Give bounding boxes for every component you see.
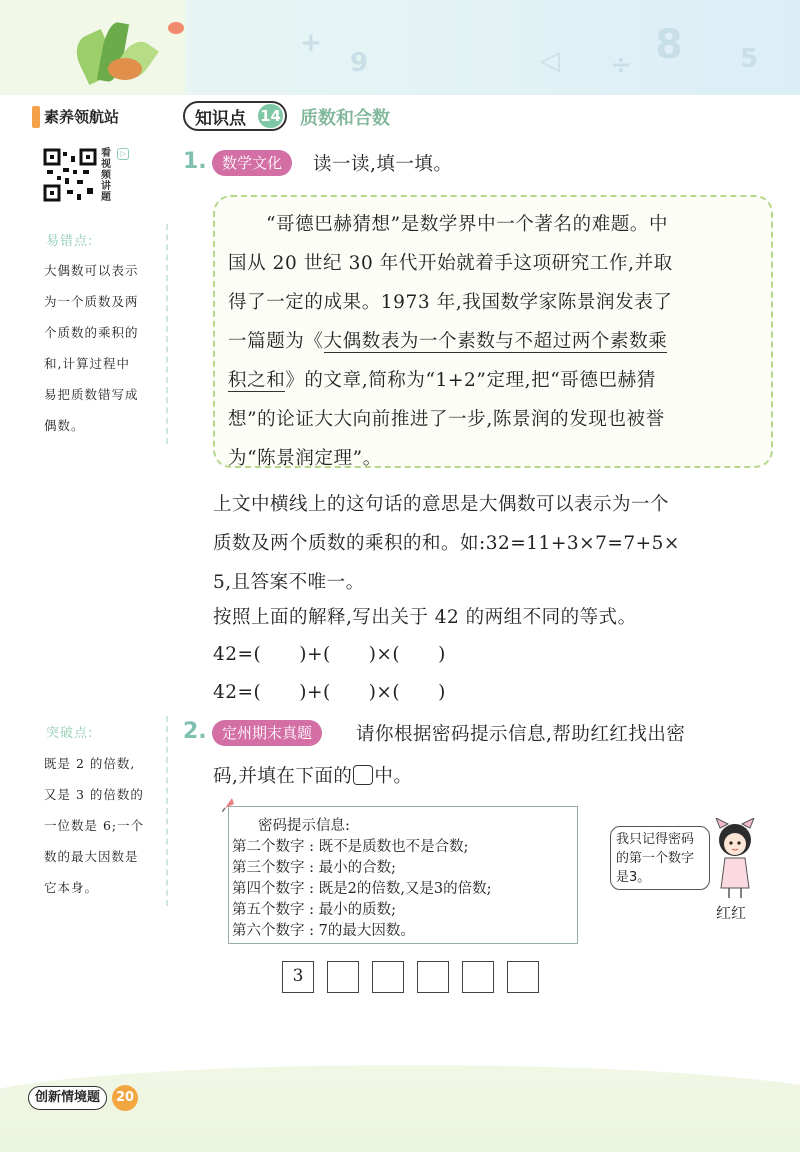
hint-title: 密码提示信息: bbox=[258, 818, 350, 834]
explanation-line: 按照上面的解释,写出关于 42 的两组不同的等式。 bbox=[213, 607, 637, 628]
play-icon: ▷ bbox=[117, 148, 129, 160]
password-box[interactable] bbox=[507, 961, 539, 993]
knowledge-point-number: 14 bbox=[258, 104, 283, 128]
passage-line: “哥德巴赫猜想”是数学界中一个著名的难题。中 bbox=[266, 214, 669, 235]
passage-line: 想”的论证大大向前推进了一步,陈景润的发现也被誉 bbox=[228, 409, 665, 430]
equation-answer-line[interactable]: 42=( )+( )×( ) bbox=[213, 644, 446, 665]
password-box[interactable] bbox=[327, 961, 359, 993]
error-point-label: 易错点: bbox=[46, 234, 94, 249]
underlined-title: 大偶数表为一个素数与不超过两个素数乘 bbox=[323, 331, 668, 352]
footer-tag: 创新情境题 bbox=[28, 1086, 107, 1110]
error-point-text bbox=[44, 255, 169, 441]
passage-line: 得了一定的成果。1973 年,我国数学家陈景润发表了 bbox=[228, 292, 673, 313]
qr-caption bbox=[101, 148, 115, 203]
hint-line: 第二个数字 : 既不是质数也不是合数; bbox=[232, 839, 469, 855]
girl-name: 红红 bbox=[716, 904, 747, 922]
bg-five-icon: 5 bbox=[740, 44, 759, 74]
question-1-number: 1. bbox=[183, 149, 207, 174]
qr-caption-char: 讲 bbox=[101, 181, 111, 192]
error-text-line: 和,计算过程中 bbox=[44, 356, 130, 371]
bg-eight-icon: 8 bbox=[655, 22, 683, 68]
bg-digit-icon: 9 bbox=[350, 48, 369, 78]
breakthrough-text-line: 一位数是 6;一个 bbox=[44, 818, 145, 833]
question-1-tag: 数学文化 bbox=[212, 150, 292, 176]
password-box[interactable] bbox=[462, 961, 494, 993]
password-box[interactable] bbox=[417, 961, 449, 993]
question-1-instruction: 读一读,填一填。 bbox=[313, 154, 453, 175]
explanation-line: 上文中横线上的这句话的意思是大偶数可以表示为一个 bbox=[213, 494, 670, 515]
question-2-text: 码,并填在下面的 bbox=[213, 766, 353, 787]
knowledge-point-label: 知识点 bbox=[195, 109, 246, 129]
hint-line: 第三个数字 : 最小的合数; bbox=[232, 860, 396, 876]
underlined-title: 积之和 bbox=[228, 370, 286, 391]
plant-decoration bbox=[0, 0, 185, 95]
explanation-line: 质数及两个质数的乘积的和。如:32=11+3×7=7+5× bbox=[213, 533, 680, 554]
hint-line: 第五个数字 : 最小的质数; bbox=[232, 902, 396, 918]
passage-line bbox=[228, 327, 667, 353]
qr-caption-char: 视 bbox=[101, 159, 111, 170]
explanation-line: 5,且答案不唯一。 bbox=[213, 572, 365, 593]
passage-text: 一篇题为《 bbox=[228, 331, 324, 352]
sidebar-title: 素养领航站 bbox=[44, 108, 120, 126]
passage-line: 为“陈景润定理”。 bbox=[228, 448, 382, 469]
breakthrough-point-label: 突破点: bbox=[46, 726, 94, 741]
bg-triangle-icon: ◁ bbox=[540, 46, 560, 76]
sidebar-bookmark-icon bbox=[32, 106, 40, 128]
bg-plus-icon: + bbox=[300, 28, 322, 58]
girl-avatar bbox=[712, 818, 758, 904]
equation-answer-line[interactable]: 42=( )+( )×( ) bbox=[213, 682, 446, 703]
qr-code-icon[interactable] bbox=[43, 148, 97, 202]
breakthrough-point-text bbox=[44, 748, 169, 903]
error-text-line: 大偶数可以表示 bbox=[44, 263, 139, 278]
question-2-text: 中。 bbox=[374, 766, 413, 787]
passage-text: 》的文章,简称为“1+2”定理,把“哥德巴赫猜 bbox=[285, 370, 656, 391]
section-title: 质数和合数 bbox=[300, 108, 390, 129]
speech-bubble: 我只记得密码的第一个数字是3。 bbox=[610, 826, 710, 890]
passage-line: 国从 20 世纪 30 年代开始就着手这项研究工作,并取 bbox=[228, 253, 673, 274]
page-number: 20 bbox=[112, 1085, 138, 1111]
pin-icon bbox=[222, 796, 242, 816]
password-box[interactable]: 3 bbox=[282, 961, 314, 993]
breakthrough-text-line: 既是 2 的倍数, bbox=[44, 756, 136, 771]
qr-caption-char: 题 bbox=[101, 192, 111, 203]
question-2-line bbox=[213, 762, 412, 788]
qr-caption-char: 看 bbox=[101, 148, 111, 159]
breakthrough-text-line: 数的最大因数是 bbox=[44, 849, 139, 864]
error-text-line: 易把质数错写成 bbox=[44, 387, 139, 402]
question-2-line: 请你根据密码提示信息,帮助红红找出密 bbox=[356, 724, 686, 745]
question-2-tag: 定州期末真题 bbox=[212, 720, 322, 746]
hint-line: 第四个数字 : 既是2的倍数,又是3的倍数; bbox=[232, 881, 492, 897]
bg-divide-icon: ÷ bbox=[610, 50, 632, 80]
inline-answer-box-icon bbox=[353, 765, 373, 785]
error-text-line: 偶数。 bbox=[44, 418, 85, 433]
hint-line: 第六个数字 : 7的最大因数。 bbox=[232, 923, 415, 939]
error-text-line: 个质数的乘积的 bbox=[44, 325, 139, 340]
password-box[interactable] bbox=[372, 961, 404, 993]
error-text-line: 为一个质数及两 bbox=[44, 294, 139, 309]
question-2-number: 2. bbox=[183, 719, 207, 744]
breakthrough-text-line: 又是 3 的倍数的 bbox=[44, 787, 144, 802]
passage-line bbox=[228, 366, 656, 392]
breakthrough-text-line: 它本身。 bbox=[44, 880, 99, 895]
qr-caption-char: 频 bbox=[101, 170, 111, 181]
